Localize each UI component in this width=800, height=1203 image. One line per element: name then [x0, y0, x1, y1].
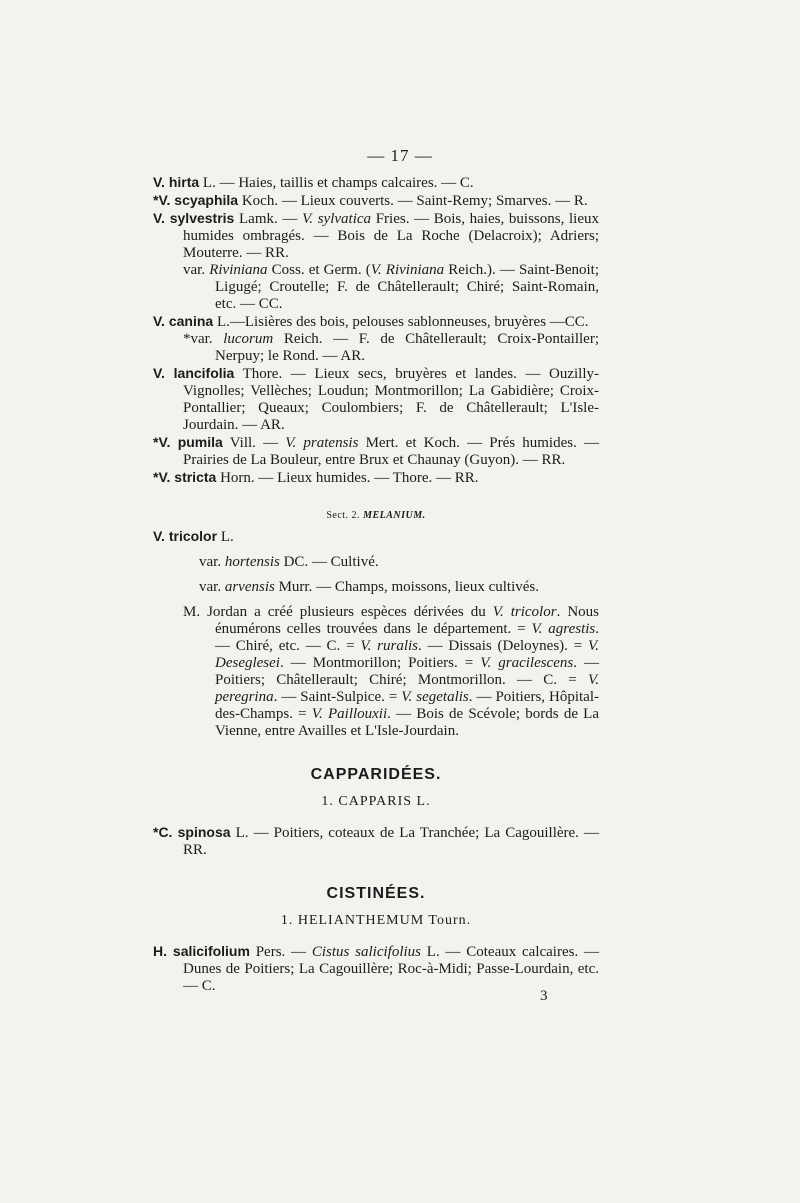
family-heading-cistinees: CISTINÉES. [326, 885, 426, 902]
entry-text: Mert. et Koch. — Prés humides. — Prairies de La Bouleur, entre Brux et Chaunay (Guyon). — RR. [183, 435, 600, 468]
species-ref: V. tricolor [492, 604, 557, 620]
species-name: *V. pumila [153, 434, 223, 450]
note-text: . Nous énumérons celles trouvées dans le département. = [215, 604, 599, 637]
note-text: . — Poitiers, Hôpital-des-Champs. = [215, 689, 599, 722]
entry-text: Murr. — Champs, moissons, lieux cultivés. [274, 579, 539, 595]
entry-viola-stricta [153, 469, 599, 487]
synonym: Cistus salicifolius [311, 944, 421, 960]
entry-viola-pumila [153, 434, 599, 469]
species-name: V. hirta [153, 174, 200, 190]
species-name: *C. spinosa [153, 824, 231, 840]
entry-var-hortensis [153, 554, 599, 571]
var-label: var. [199, 579, 225, 595]
var-name: Riviniana [209, 262, 268, 278]
entry-text: L. — Haies, taillis et champs calcaires. — C. [199, 175, 474, 191]
entry-text: L. — Coteaux calcaires. — Dunes de Poitiers; La Cagouillère; Roc-à-Midi; Passe-Lourdain, etc. — C. [183, 944, 599, 994]
entry-var-riviniana [153, 262, 599, 313]
entry-viola-tricolor [153, 528, 599, 546]
var-label: *var. [183, 331, 224, 347]
synonym: V. pratensis [285, 435, 359, 451]
species-ref: V. ruralis [360, 638, 419, 654]
entry-viola-scyaphila [153, 192, 599, 210]
var-label: var. [183, 262, 210, 278]
species-ref: V. agrestis [531, 621, 596, 637]
entry-text: L. [217, 529, 234, 545]
synonym: V. Riviniana [370, 262, 445, 278]
entry-text: Koch. — Lieux couverts. — Saint-Remy; Smarves. — R. [238, 193, 588, 209]
section-name: MELANIUM. [363, 510, 426, 521]
species-name: V. canina [153, 313, 214, 329]
family-heading-capparidees: CAPPARIDÉES. [310, 766, 442, 783]
note-text: . — Bois de Scévole; bords de La Vienne, entre Availles et L'Isle-Jourdain. [215, 706, 600, 739]
entry-text: Fries. — Bois, haies, buissons, lieux humides ombragés. — Bois de La Roche (Delacroix); Adriers; Mouterre. — RR. [183, 211, 599, 261]
entry-text: Reich. — F. de Châtellerault; Croix-Pontailler; Nerpuy; le Rond. — AR. [215, 331, 600, 364]
note-text: . — Saint-Sulpice. = [273, 689, 402, 705]
section-label: Sect. 2. [326, 510, 364, 521]
species-ref: V. segetalis [401, 689, 469, 705]
var-label: var. [199, 554, 225, 570]
note-text: . — Dissais (Deloynes). = [418, 638, 588, 654]
entry-text: Lamk. — [234, 211, 303, 227]
page-number: — 17 — [367, 146, 433, 165]
entry-helianthemum-salicifolium [153, 943, 599, 995]
section-heading [153, 507, 599, 524]
entry-text: Pers. — [249, 944, 312, 960]
species-name: V. sylvestris [153, 210, 235, 226]
entry-viola-hirta [153, 174, 599, 192]
signature-mark: 3 [540, 988, 548, 1004]
entry-text: Horn. — Lieux humides. — Thore. — RR. [216, 470, 479, 486]
entry-viola-sylvestris [153, 210, 599, 262]
species-ref: V. Deseglesei [215, 638, 599, 671]
entry-text: Thore. — Lieux secs, bruyères et landes. — Ouzilly-Vignolles; Vellèches; Loudun; Montmorillon; La Gabidière; Croix-Pontallier; Queaux; Coulombiers; F. de Châtellerault; L'Isle-Jourdain. — AR. [183, 366, 599, 433]
var-name: arvensis [224, 579, 275, 595]
species-name: H. salicifolium [153, 943, 250, 959]
entry-text: Coss. et Germ. ( [267, 262, 371, 278]
genus-heading-capparis: 1. CAPPARIS L. [321, 794, 431, 809]
species-name: V. lancifolia [153, 365, 235, 381]
species-ref: V. Paillouxii [311, 706, 388, 722]
entry-capparis-spinosa [153, 824, 599, 859]
species-ref: V. peregrina [215, 672, 599, 705]
var-name: lucorum [223, 331, 274, 347]
species-name: V. tricolor [153, 528, 218, 544]
var-name: hortensis [224, 554, 280, 570]
genus-heading-helianthemum: 1. HELIANTHEMUM Tourn. [280, 913, 472, 928]
note-text: M. Jordan a créé plusieurs espèces dérivées du [183, 604, 493, 620]
entry-text: Reich.). — Saint-Benoit; Ligugé; Croutelle; F. de Châtellerault; Chiré; Saint-Romain, etc. — CC. [215, 262, 599, 312]
entry-viola-canina [153, 313, 599, 331]
entry-text: Vill. — [222, 435, 286, 451]
jordan-note [153, 604, 599, 740]
entry-text: DC. — Cultivé. [279, 554, 379, 570]
synonym: V. sylvatica [302, 211, 372, 227]
text-block [153, 174, 599, 995]
species-ref: V. gracilescens [480, 655, 574, 671]
entry-viola-lancifolia [153, 365, 599, 434]
entry-var-arvensis [153, 579, 599, 596]
species-name: *V. stricta [153, 469, 217, 485]
entry-text: L. — Poitiers, coteaux de La Tranchée; La Cagouillère. — RR. [183, 825, 599, 858]
note-text: . — Chiré, etc. — C. = [215, 621, 599, 654]
entry-var-lucorum [153, 331, 599, 365]
note-text: . — Poitiers; Châtellerault; Chiré; Montmorillon. — C. = [215, 655, 599, 688]
entry-text: L.—Lisières des bois, pelouses sablonneuses, bruyères —CC. [213, 314, 589, 330]
species-name: *V. scyaphila [153, 192, 239, 208]
note-text: . — Montmorillon; Poitiers. = [279, 655, 481, 671]
